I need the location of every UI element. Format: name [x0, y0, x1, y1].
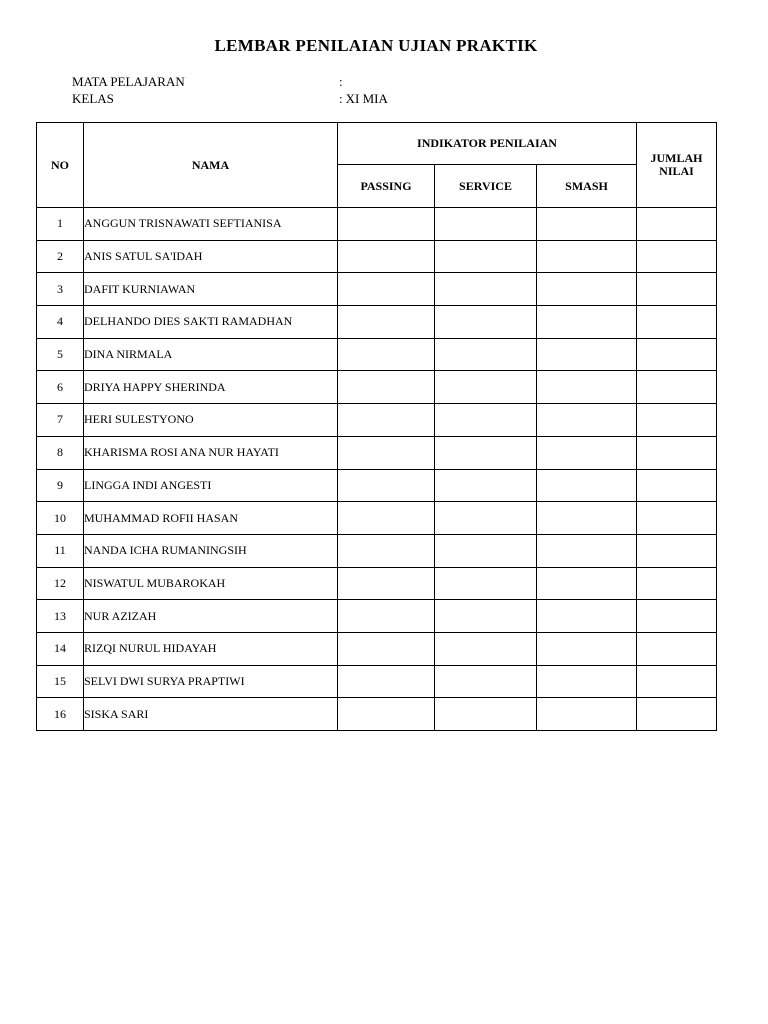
cell-service	[435, 665, 537, 698]
row-number: 7	[37, 404, 84, 437]
cell-jumlah-nilai	[637, 208, 717, 241]
student-name: HERI SULESTYONO	[84, 404, 338, 437]
cell-smash	[537, 502, 637, 535]
table-row	[37, 469, 717, 502]
student-name: DELHANDO DIES SAKTI RAMADHAN	[84, 306, 338, 339]
row-number: 4	[37, 306, 84, 339]
cell-jumlah-nilai	[637, 665, 717, 698]
cell-jumlah-nilai	[637, 502, 717, 535]
cell-jumlah-nilai	[637, 306, 717, 339]
cell-smash	[537, 600, 637, 633]
cell-smash	[537, 698, 637, 731]
table-row	[37, 306, 717, 339]
meta-value-kelas	[339, 90, 388, 107]
cell-service	[435, 371, 537, 404]
cell-smash	[537, 208, 637, 241]
row-number: 14	[37, 632, 84, 665]
table-row	[37, 698, 717, 731]
row-number: 13	[37, 600, 84, 633]
cell-passing	[338, 469, 435, 502]
cell-passing	[338, 567, 435, 600]
cell-jumlah-nilai	[637, 404, 717, 437]
table-row	[37, 665, 717, 698]
row-number: 12	[37, 567, 84, 600]
meta-label-kelas: KELAS	[72, 91, 114, 106]
cell-jumlah-nilai	[637, 698, 717, 731]
table-row	[37, 632, 717, 665]
cell-smash	[537, 469, 637, 502]
row-number: 2	[37, 240, 84, 273]
cell-passing	[338, 534, 435, 567]
cell-passing	[338, 240, 435, 273]
student-name: NANDA ICHA RUMANINGSIH	[84, 534, 338, 567]
table-row	[37, 371, 717, 404]
row-number: 3	[37, 273, 84, 306]
table-row	[37, 338, 717, 371]
cell-smash	[537, 534, 637, 567]
cell-passing	[338, 665, 435, 698]
cell-jumlah-nilai	[637, 469, 717, 502]
cell-service	[435, 404, 537, 437]
cell-service	[435, 502, 537, 535]
student-name: DAFIT KURNIAWAN	[84, 273, 338, 306]
cell-service	[435, 469, 537, 502]
cell-service	[435, 240, 537, 273]
cell-jumlah-nilai	[637, 436, 717, 469]
header-no: NO	[37, 123, 84, 208]
row-number: 5	[37, 338, 84, 371]
meta-label-mata-pelajaran: MATA PELAJARAN	[72, 74, 185, 89]
cell-smash	[537, 338, 637, 371]
cell-jumlah-nilai	[637, 632, 717, 665]
row-number: 16	[37, 698, 84, 731]
row-number: 11	[37, 534, 84, 567]
cell-passing	[338, 208, 435, 241]
cell-jumlah-nilai	[637, 371, 717, 404]
student-name: LINGGA INDI ANGESTI	[84, 469, 338, 502]
cell-jumlah-nilai	[637, 567, 717, 600]
cell-jumlah-nilai	[637, 273, 717, 306]
cell-passing	[338, 632, 435, 665]
assessment-table	[36, 122, 717, 731]
meta-value-text: XI MIA	[345, 91, 388, 106]
cell-service	[435, 436, 537, 469]
cell-service	[435, 600, 537, 633]
cell-passing	[338, 600, 435, 633]
header-jumlah-line1: JUMLAH	[650, 151, 703, 165]
student-name: RIZQI NURUL HIDAYAH	[84, 632, 338, 665]
cell-jumlah-nilai	[637, 338, 717, 371]
table-row	[37, 534, 717, 567]
cell-passing	[338, 436, 435, 469]
cell-smash	[537, 436, 637, 469]
table-row	[37, 567, 717, 600]
meta-colon: :	[339, 74, 343, 89]
table-row	[37, 600, 717, 633]
cell-passing	[338, 306, 435, 339]
table-row	[37, 404, 717, 437]
cell-jumlah-nilai	[637, 534, 717, 567]
cell-service	[435, 632, 537, 665]
header-jumlah-nilai	[637, 123, 717, 208]
page-title: LEMBAR PENILAIAN UJIAN PRAKTIK	[214, 36, 538, 55]
cell-smash	[537, 665, 637, 698]
cell-service	[435, 567, 537, 600]
cell-jumlah-nilai	[637, 600, 717, 633]
cell-smash	[537, 567, 637, 600]
cell-passing	[338, 404, 435, 437]
cell-service	[435, 306, 537, 339]
cell-smash	[537, 404, 637, 437]
cell-jumlah-nilai	[637, 240, 717, 273]
row-number: 6	[37, 371, 84, 404]
cell-passing	[338, 698, 435, 731]
student-name: SISKA SARI	[84, 698, 338, 731]
cell-passing	[338, 502, 435, 535]
header-indikator-penilaian: INDIKATOR PENILAIAN	[338, 123, 637, 165]
student-name: DINA NIRMALA	[84, 338, 338, 371]
cell-passing	[338, 371, 435, 404]
header-nama: NAMA	[84, 123, 338, 208]
student-name: NISWATUL MUBAROKAH	[84, 567, 338, 600]
row-number: 8	[37, 436, 84, 469]
student-name: ANIS SATUL SA'IDAH	[84, 240, 338, 273]
row-number: 10	[37, 502, 84, 535]
cell-passing	[338, 273, 435, 306]
cell-smash	[537, 371, 637, 404]
student-name: ANGGUN TRISNAWATI SEFTIANISA	[84, 208, 338, 241]
cell-smash	[537, 273, 637, 306]
table-row	[37, 502, 717, 535]
cell-service	[435, 208, 537, 241]
cell-service	[435, 698, 537, 731]
meta-colon: :	[339, 91, 343, 106]
cell-smash	[537, 240, 637, 273]
meta-value-mata-pelajaran	[339, 73, 346, 90]
header-passing: PASSING	[338, 165, 435, 208]
cell-smash	[537, 306, 637, 339]
student-name: NUR AZIZAH	[84, 600, 338, 633]
cell-service	[435, 534, 537, 567]
student-name: SELVI DWI SURYA PRAPTIWI	[84, 665, 338, 698]
student-name: KHARISMA ROSI ANA NUR HAYATI	[84, 436, 338, 469]
row-number: 15	[37, 665, 84, 698]
student-name: MUHAMMAD ROFII HASAN	[84, 502, 338, 535]
header-smash: SMASH	[537, 165, 637, 208]
header-service: SERVICE	[435, 165, 537, 208]
header-jumlah-line2: NILAI	[659, 164, 694, 178]
row-number: 9	[37, 469, 84, 502]
table-row	[37, 436, 717, 469]
cell-passing	[338, 338, 435, 371]
cell-service	[435, 273, 537, 306]
row-number: 1	[37, 208, 84, 241]
table-row	[37, 208, 717, 241]
cell-smash	[537, 632, 637, 665]
table-row	[37, 240, 717, 273]
table-row	[37, 273, 717, 306]
student-name: DRIYA HAPPY SHERINDA	[84, 371, 338, 404]
cell-service	[435, 338, 537, 371]
